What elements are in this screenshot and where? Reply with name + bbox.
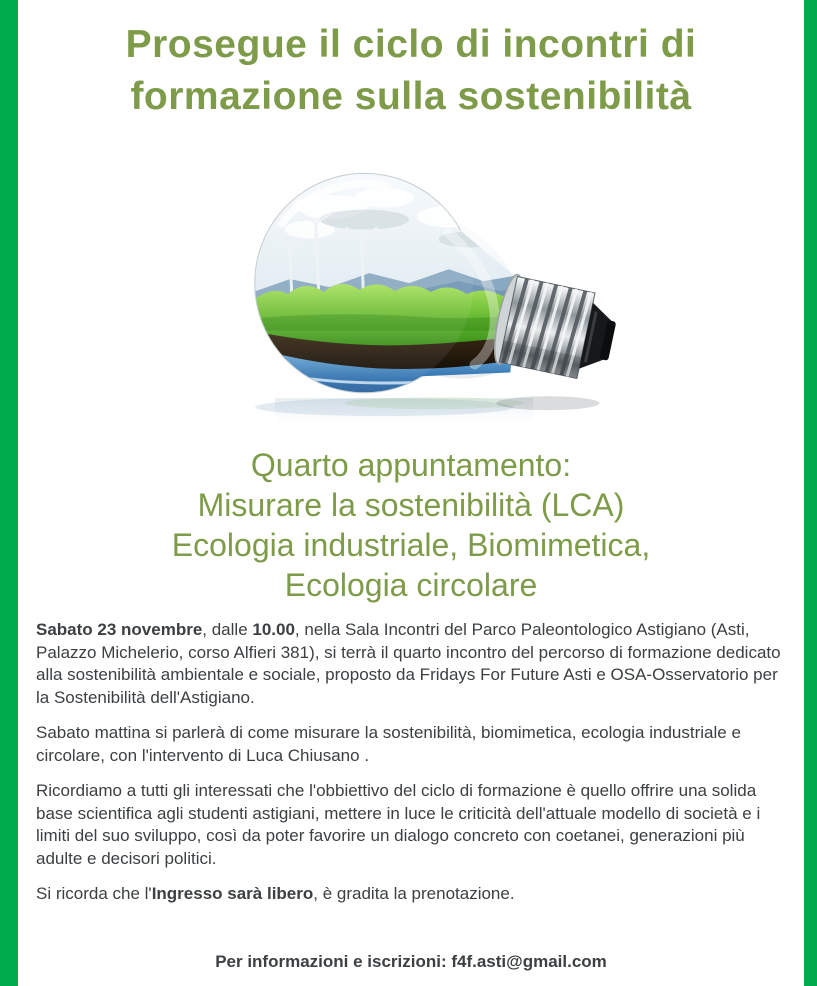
- page-title: [18, 0, 804, 123]
- eco-lightbulb-illustration: [219, 162, 619, 430]
- body-paragraph: [36, 619, 782, 709]
- flyer-content: [18, 0, 804, 986]
- left-border-bar: [0, 0, 18, 986]
- right-border-bar: [804, 0, 817, 986]
- subheading-line: Quarto appuntamento:: [250, 447, 572, 483]
- bold-text-run: Sabato 23 novembre: [36, 620, 203, 639]
- page-title-line2: formazione sulla sostenibilità: [130, 75, 692, 118]
- subheading-line: Ecologia circolare: [284, 567, 538, 603]
- bold-text-run: 10.00: [252, 620, 295, 639]
- eco-lightbulb-svg: [219, 162, 619, 430]
- text-run: , nella Sala Incontri del Parco Paleontologico Astigiano (Asti, Palazzo Michelerio, corso Alfieri 381), si terrà il quarto incontro del percorso di formazione dedicato alla sostenibilità ambientale e sociale, proposto da Fridays For Future Asti e OSA-Osservatorio per la Sostenibilità dell'Astigiano.: [36, 620, 781, 707]
- contact-info-line: Per informazioni e iscrizioni: f4f.asti@gmail.com: [215, 951, 607, 971]
- text-run: , è gradita la prenotazione.: [313, 884, 515, 903]
- page-title-line1: Prosegue il ciclo di incontri di: [125, 23, 697, 66]
- body-paragraph: [36, 722, 782, 767]
- text-run: Si ricorda che l': [36, 884, 152, 903]
- body-paragraphs: [36, 619, 782, 906]
- text-run: , dalle: [202, 620, 253, 639]
- body-paragraph: [36, 780, 782, 870]
- subheading-line: Ecologia industriale, Biomimetica,: [171, 527, 651, 563]
- bold-text-run: Ingresso sarà libero: [151, 884, 314, 903]
- text-run: Ricordiamo a tutti gli interessati che l'obbiettivo del ciclo di formazione è quello offrire una solida base scientifica agli studenti astigiani, mettere in luce le criticità dell'attuale modello di società e i limiti del suo sviluppo, così da poter favorire un dialogo concreto con coetanei, generazioni più adulte e decisori politici.: [36, 781, 761, 868]
- event-subheading: [18, 445, 804, 605]
- bulb-reflection: [255, 396, 599, 428]
- body-paragraph: [36, 883, 782, 906]
- text-run: Sabato mattina si parlerà di come misurare la sostenibilità, biomimetica, ecologia industriale e circolare, con l'intervento di Luca Chiusano .: [36, 723, 741, 765]
- subheading-line: Misurare la sostenibilità (LCA): [197, 487, 625, 523]
